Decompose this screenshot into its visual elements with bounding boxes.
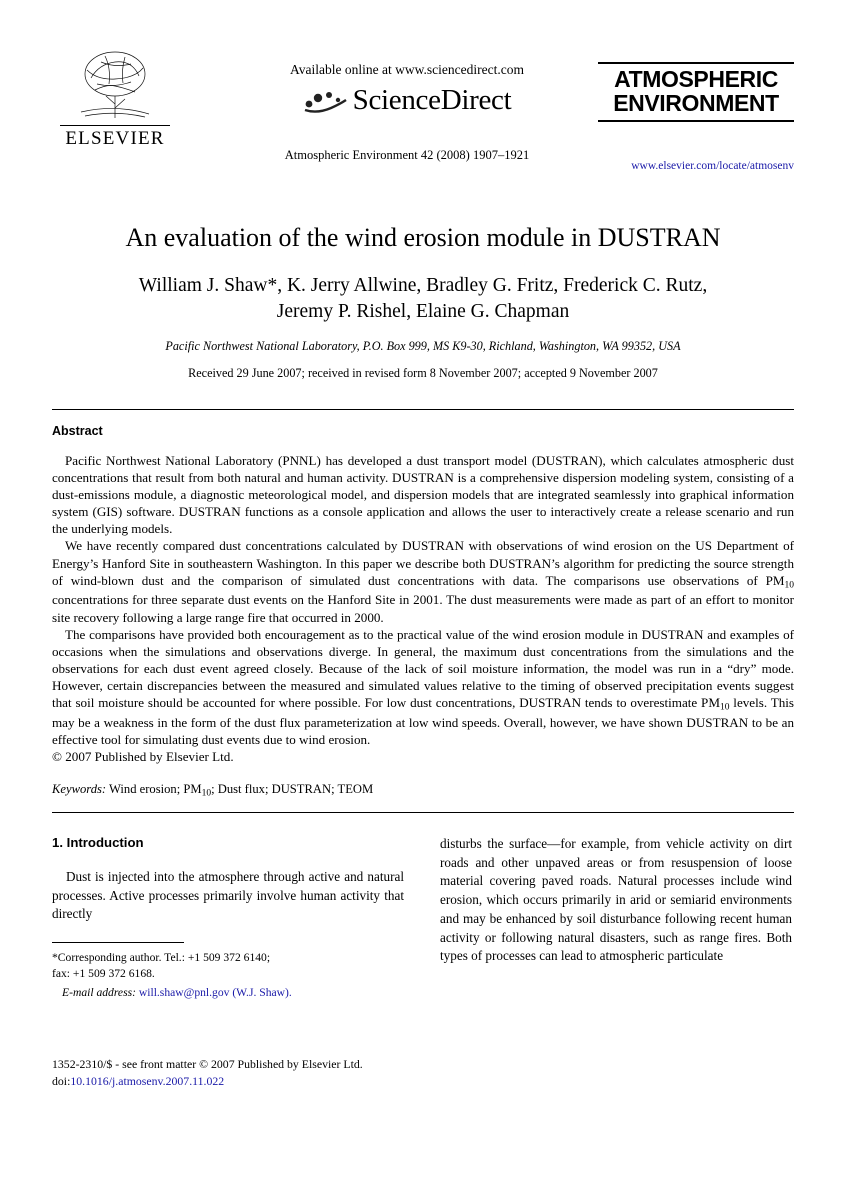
- title-block: [64, 222, 782, 381]
- body-columns: [52, 835, 794, 1001]
- abstract-top-rule: [52, 409, 794, 410]
- abstract-p2-part-b: concentrations for three separate dust events on the Hanford Site in 2001. The dust measurements were made as part of an effort to monitor site recovery following a large range fire that occurred in 2000.: [52, 592, 794, 625]
- column-left: [52, 835, 404, 1001]
- issn-line: 1352-2310/$ - see front matter © 2007 Published by Elsevier Ltd.: [52, 1057, 363, 1071]
- sciencedirect-wordmark: ScienceDirect: [352, 84, 512, 116]
- section-heading-introduction: 1. Introduction: [52, 834, 144, 850]
- footnote-line-2: fax: +1 509 372 6168.: [52, 967, 155, 981]
- abstract-p3-part-b: levels. This may be a weakness in the form of the dust flux parameterization at low wind speeds. Overall, however, we have shown DUSTRAN to be an effective tool for simulating dust events due to wind erosion.: [52, 695, 794, 748]
- received-dates: Received 29 June 2007; received in revised form 8 November 2007; accepted 9 November 2007: [188, 365, 658, 380]
- footnote-email-link[interactable]: will.shaw@pnl.gov (W.J. Shaw).: [138, 986, 292, 1000]
- abstract-heading: Abstract: [52, 423, 103, 438]
- abstract-paragraph-3: [52, 626, 794, 749]
- footer-meta: [52, 1056, 363, 1090]
- page-header: [52, 48, 794, 188]
- intro-paragraph-left: Dust is injected into the atmosphere through active and natural processes. Active processes primarily involve human activity that directly: [52, 868, 404, 922]
- affiliation: Pacific Northwest National Laboratory, P.O. Box 999, MS K9-30, Richland, Washington, WA 99352, USA: [165, 338, 681, 353]
- page-title: An evaluation of the wind erosion module in DUSTRAN: [125, 223, 721, 252]
- doi-label: doi:: [52, 1074, 71, 1089]
- footnote-block: [52, 950, 404, 1001]
- keywords-line: [52, 782, 794, 798]
- journal-url-link[interactable]: www.elsevier.com/locate/atmosenv: [631, 160, 794, 172]
- keywords-label: Keywords:: [52, 781, 107, 796]
- doi-line: [52, 1073, 363, 1090]
- doi-link[interactable]: 10.1016/j.atmosenv.2007.11.022: [70, 1074, 225, 1089]
- footnote-separator: [52, 942, 184, 943]
- available-online-text: Available online at www.sciencedirect.com: [290, 62, 524, 77]
- author-line-1: William J. Shaw*, K. Jerry Allwine, Bradley G. Fritz, Frederick C. Rutz,: [138, 275, 708, 297]
- abstract-p2-subscript: 10: [784, 580, 794, 591]
- elsevier-tree-icon: [71, 48, 159, 122]
- abstract-p3-subscript: 10: [719, 702, 730, 713]
- author-line-2: Jeremy P. Rishel, Elaine G. Chapman: [276, 300, 570, 322]
- elsevier-wordmark: ELSEVIER: [60, 125, 170, 150]
- abstract-copyright: © 2007 Published by Elsevier Ltd.: [52, 749, 234, 765]
- masthead-bottom-rule: [598, 120, 794, 122]
- abstract-paragraph-1: Pacific Northwest National Laboratory (PNNL) has developed a dust transport model (DUSTRAN), which calculates atmospheric dust concentrations that result from both natural and human activity. DUSTRAN is a comprehensive dispersion modeling system, consisting of a dust-emissions module, a diagnostic meteorological model, and dispersion models that are integrated seamlessly into graphical information system (GIS) software. DUSTRAN functions as a console application and allows the user to interactively create a release scenario and run the underlying models.: [52, 452, 794, 537]
- masthead-line-1: ATMOSPHERIC: [614, 66, 778, 92]
- keywords-subscript: 10: [201, 787, 212, 798]
- sciencedirect-logo-icon: [303, 88, 347, 114]
- column-right: [440, 835, 792, 1001]
- abstract-p3-part-a: The comparisons have provided both encouragement as to the practical value of the wind erosion module in DUSTRAN and examples of occasions when the simulations and observations diverge. In general, the maximum dust concentrations from the simulations and the observations for each dust event agreed closely. Because of the lack of soil moisture information, the model was run in a “dry” mode. However, certain discrepancies between the measured and simulated values relative to the timing of observed precipitation events suggest that soil moisture should be accounted for where possible. For low dust concentrations, DUSTRAN tends to overestimate PM: [52, 626, 794, 711]
- masthead-top-rule: [598, 62, 794, 64]
- journal-reference: Atmospheric Environment 42 (2008) 1907–1921: [284, 148, 530, 162]
- sciencedirect-block: [242, 62, 572, 117]
- abstract-paragraph-2: [52, 537, 794, 625]
- abstract-p2-part-a: We have recently compared dust concentrations calculated by DUSTRAN with observations of wind erosion on the US Department of Energy’s Hanford Site in southeastern Washington. In this paper we describe both DUSTRAN’s algorithm for predicting the source strength of wind-blown dust and the comparison of simulated dust concentrations with data. The comparisons use observations of PM: [52, 538, 794, 588]
- author-list: [64, 273, 782, 324]
- elsevier-logo: [60, 48, 170, 150]
- keywords-part-a: Wind erosion; PM: [106, 781, 202, 796]
- footnote-line-1: *Corresponding author. Tel.: +1 509 372 6140;: [52, 951, 271, 965]
- masthead-line-2: ENVIRONMENT: [613, 89, 779, 116]
- abstract-bottom-rule: [52, 812, 794, 813]
- paper-page: [0, 48, 846, 1203]
- abstract-section: [52, 424, 794, 798]
- journal-masthead: [598, 62, 794, 122]
- intro-paragraph-right: disturbs the surface—for example, from vehicle activity on dirt roads and other unpaved areas or from resuspension of loose material covering paved roads. Natural processes include wind erosion, which occurs primarily in arid or semiarid environments and may be enhanced by soil disturbance following recent human activity or following natural disasters, such as range fires. Both types of processes can lead to atmospheric particulate: [440, 835, 792, 964]
- footnote-email-label: E-mail address:: [62, 986, 136, 1000]
- keywords-part-b: ; Dust flux; DUSTRAN; TEOM: [211, 781, 374, 796]
